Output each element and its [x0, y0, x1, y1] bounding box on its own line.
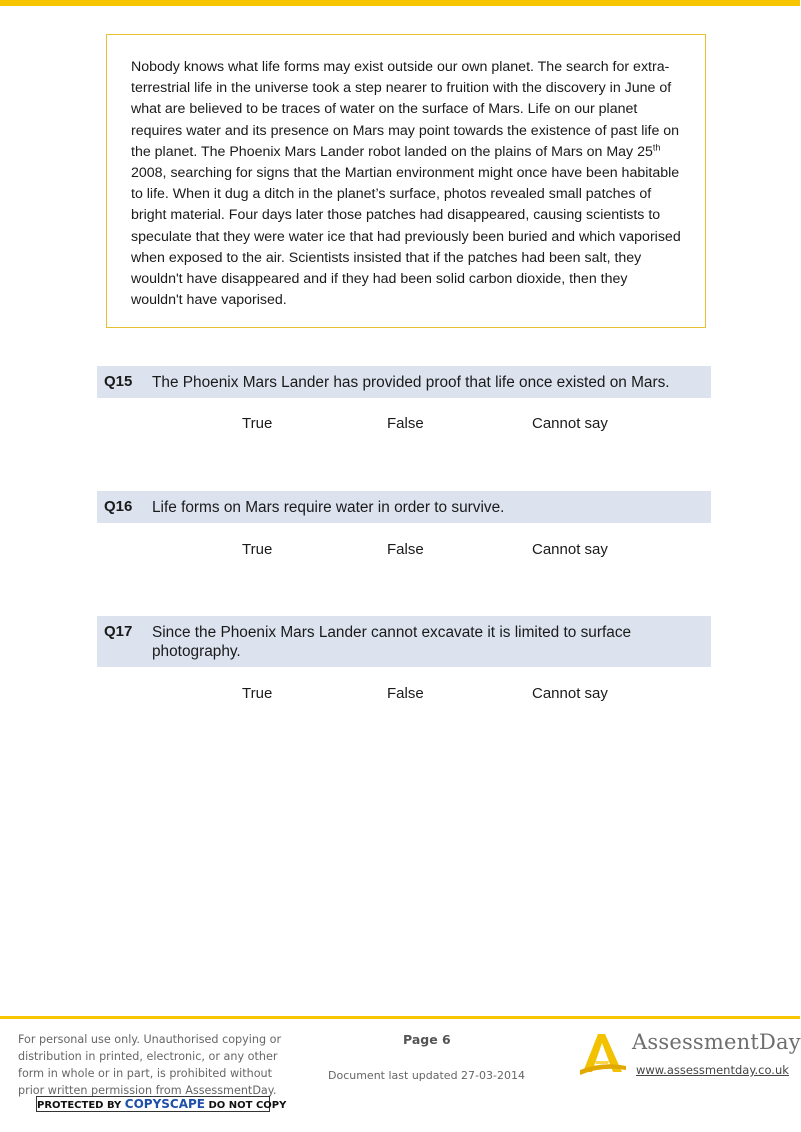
answer-true[interactable]: True: [242, 685, 273, 702]
assessmentday-logo-icon: [578, 1030, 628, 1076]
question-text: Life forms on Mars require water in order to survive.: [152, 499, 505, 516]
answer-cannot-say[interactable]: Cannot say: [532, 415, 608, 432]
answer-options-q17: [0, 685, 800, 705]
answer-false[interactable]: False: [387, 415, 424, 432]
passage-superscript: th: [652, 142, 661, 153]
question-q15: [97, 366, 711, 398]
copyright-notice: For personal use only. Unauthorised copying or distribution in printed, electronic, or any other form in whole or in part, is prohibited without prior written permission from AssessmentDay.: [18, 1033, 282, 1097]
question-q17: [97, 616, 711, 667]
top-accent-bar: [0, 0, 800, 6]
brand-url-link[interactable]: www.assessmentday.co.uk: [636, 1063, 789, 1077]
copyscape-prefix: PROTECTED BY: [37, 1100, 122, 1111]
question-text: The Phoenix Mars Lander has provided proof that life once existed on Mars.: [152, 374, 670, 391]
answer-options-q15: [0, 415, 800, 435]
question-text: Since the Phoenix Mars Lander cannot excavate it is limited to surface photography.: [152, 624, 632, 660]
footer-accent-line: [0, 1016, 800, 1019]
answer-false[interactable]: False: [387, 541, 424, 558]
copyscape-badge[interactable]: [36, 1096, 287, 1112]
copyscape-suffix: DO NOT COPY: [208, 1100, 287, 1111]
question-number: Q17: [104, 623, 133, 640]
answer-true[interactable]: True: [242, 541, 273, 558]
answer-options-q16: [0, 541, 800, 561]
page-number: Page 6: [403, 1032, 451, 1047]
question-number: Q15: [104, 373, 133, 390]
brand-name: AssessmentDay: [632, 1030, 801, 1054]
answer-false[interactable]: False: [387, 685, 424, 702]
question-q16: [97, 491, 711, 523]
copyscape-brand: COPYSCAPE: [124, 1097, 205, 1111]
answer-true[interactable]: True: [242, 415, 273, 432]
answer-cannot-say[interactable]: Cannot say: [532, 685, 608, 702]
answer-cannot-say[interactable]: Cannot say: [532, 541, 608, 558]
question-number: Q16: [104, 498, 133, 515]
reading-passage: [106, 34, 706, 328]
last-updated: Document last updated 27-03-2014: [328, 1069, 525, 1082]
passage-text-part1: Nobody knows what life forms may exist outside our own planet. The search for extra-terrestrial life in the universe took a step nearer to fruition with the discovery in June of what are believed to be traces of water on the surface of Mars. Life on our planet requires water and its presence on Mars may point towards the existence of past life on the planet. The Phoenix Mars Lander robot landed on the plains of Mars on May 25: [131, 59, 680, 160]
passage-text-part2: 2008, searching for signs that the Martian environment might once have been habitable to life. When it dug a ditch in the planet’s surface, photos revealed small patches of bright material. Four days later those patches had disappeared, causing scientists to speculate that they were water ice that had previously been buried and which vaporised when exposed to the air. Scientists insisted that if the patches had been salt, they wouldn't have disappeared and if they had been solid carbon dioxide, then they wouldn't have vaporised.: [131, 165, 681, 309]
